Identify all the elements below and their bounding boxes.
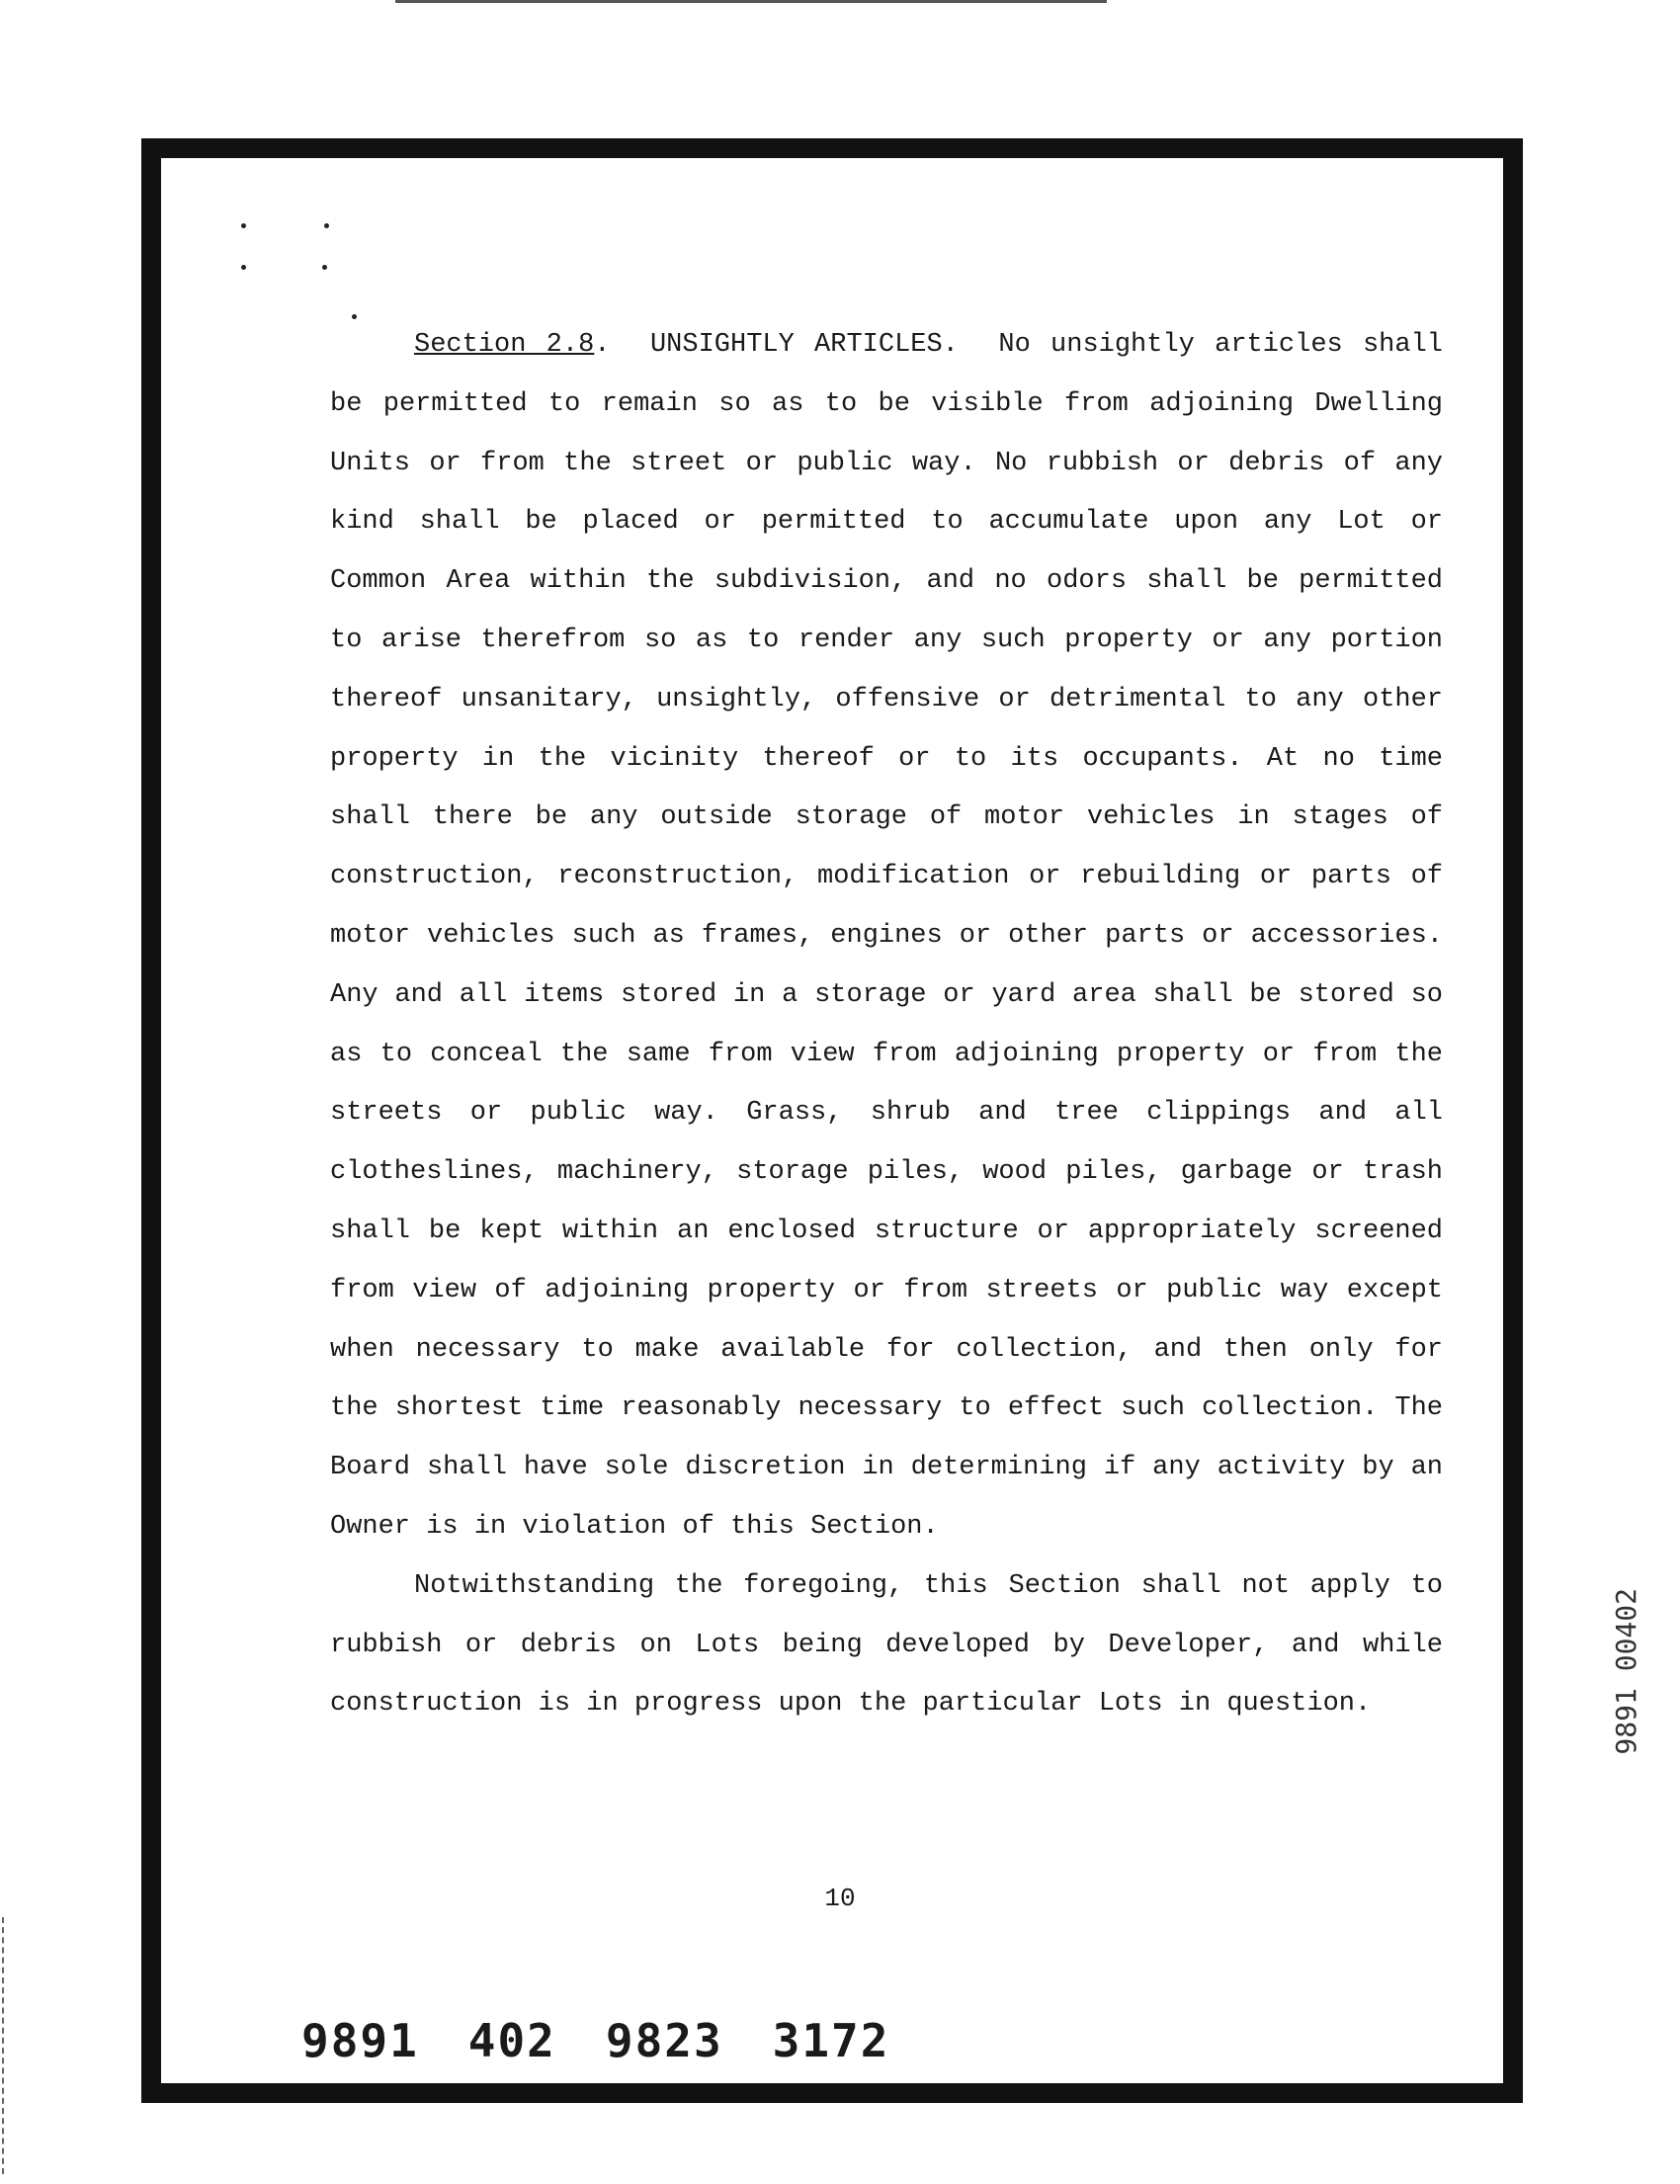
document-id-stamp — [301, 2014, 939, 2067]
doc-id-page: 402 — [467, 2014, 556, 2067]
paragraph-section-2-8: Section 2.8. UNSIGHTLY ARTICLES. No unsightly articles shall be permitted to remain so as to be visible from adjoining Dwelling Units or from the street or public way. No rubbish or debris of any kind shall be placed or permitted to accumulate upon any Lot or Common Area within the subdivision, and no odors shall be permitted to arise therefrom so as to render any such property or any portion thereof unsanitary, unsightly, offensive or detrimental to any other property in the vicinity thereof or to its occupants. At no time shall there be any outside storage of motor vehicles in stages of construction, reconstruction, modification or rebuilding or parts of motor vehicles such as frames, engines or other parts or accessories. Any and all items stored in a storage or yard area shall be stored so as to conceal the same from view from adjoining property or from the streets or public way. Grass, shrub and tree clippings and all clotheslines, machinery, storage piles, wood piles, garbage or trash shall be kept within an enclosed structure or appropriately screened from view of adjoining property or from streets or public way except when necessary to make available for collection, and then only for the shortest time reasonably necessary to effect such collection. The Board shall have sole discretion in determining if any activity by an Owner is in violation of this Section. — [330, 330, 1443, 1542]
scan-edge-mark — [395, 0, 1107, 3]
section-reference: Section 2.8 — [414, 330, 595, 360]
scan-speck — [241, 223, 246, 228]
scan-speck — [322, 265, 327, 270]
doc-id-book: 9891 — [301, 2014, 419, 2067]
bates-number: 9891 00402 — [1610, 1588, 1642, 1755]
scan-edge-mark — [2, 1917, 6, 2174]
paragraph-notwithstanding: Notwithstanding the foregoing, this Section shall not apply to rubbish or debris on Lots being developed by Developer, and while construction is in progress upon the particular Lots in question. — [330, 1570, 1443, 1720]
doc-id-suffix: 3172 — [772, 2014, 890, 2067]
scan-speck — [324, 223, 329, 228]
paragraph-body: No unsightly articles shall be permitted to remain so as to be visible from adjoining Dwelling Units or from the street or public way. No rubbish or debris of any kind shall be placed or permitted to accumulate upon any Lot or Common Area within the subdivision, and no odors shall be permitted to arise therefrom so as to render any such property or any portion thereof unsanitary, unsightly, offensive or detrimental to any other property in the vicinity thereof or to its occupants. At no time shall there be any outside storage of motor vehicles in stages of construction, reconstruction, modification or rebuilding or parts of motor vehicles such as frames, engines or other parts or accessories. Any and all items stored in a storage or yard area shall be stored so as to conceal the same from view from adjoining property or from the streets or public way. Grass, shrub and tree clippings and all clotheslines, machinery, storage piles, wood piles, garbage or trash shall be kept within an enclosed structure or appropriately screened from view of adjoining property or from streets or public way except when necessary to make available for collection, and then only for the shortest time reasonably necessary to effect such collection. The Board shall have sole discretion in determining if any activity by an Owner is in violation of this Section. — [330, 330, 1443, 1542]
scan-speck — [241, 265, 246, 270]
section-title: UNSIGHTLY ARTICLES. — [649, 330, 959, 360]
doc-id-number: 9823 — [605, 2014, 723, 2067]
document-body — [330, 316, 1443, 1734]
page-number: 10 — [824, 1884, 856, 1913]
